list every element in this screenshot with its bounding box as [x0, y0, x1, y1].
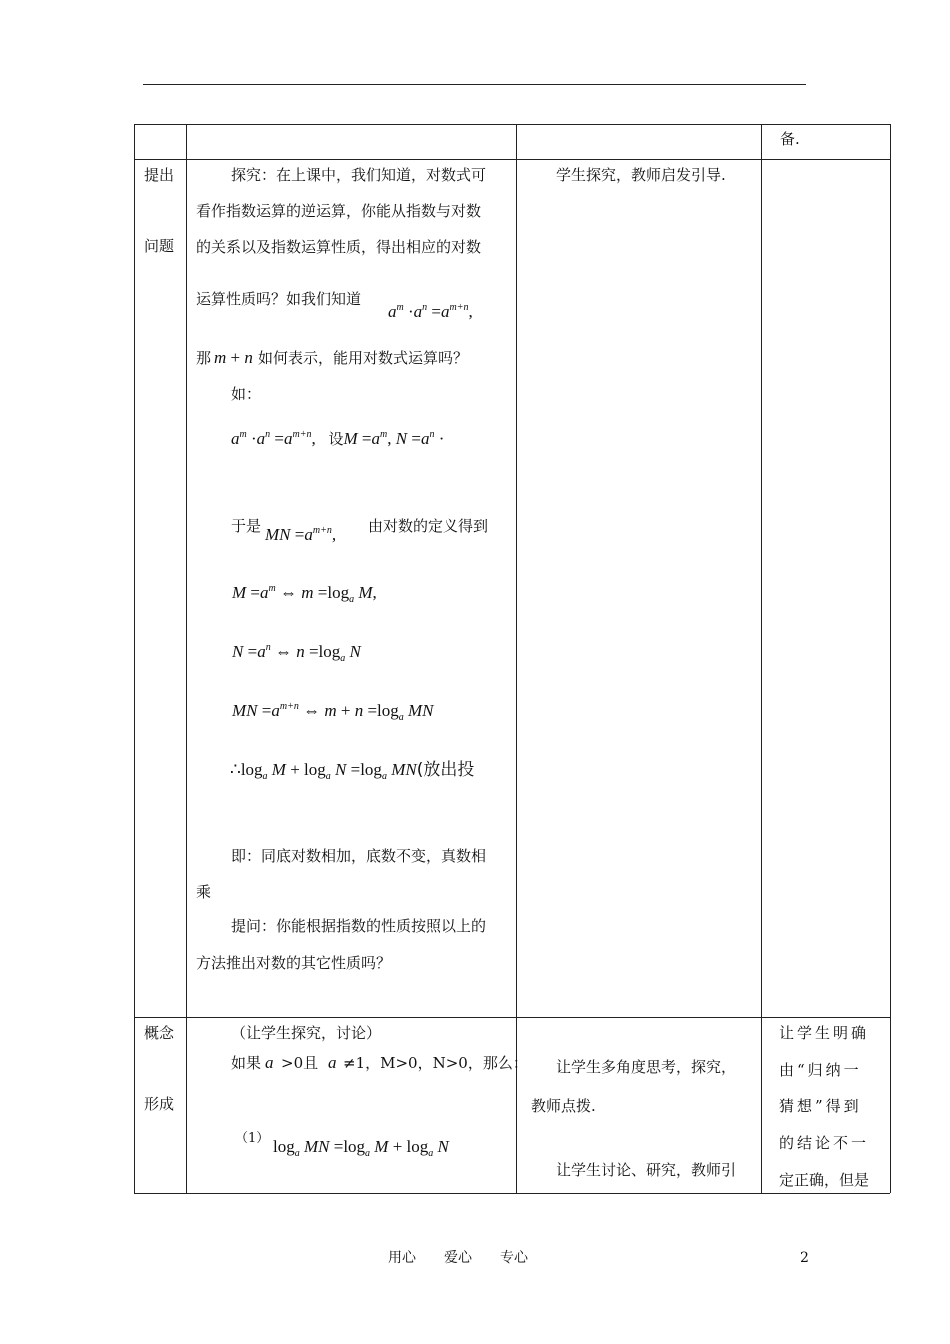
condition-part2: ≠1，M>0，N>0，那么： [343, 1054, 528, 1072]
example-label: 如： [231, 385, 262, 403]
footer-motto: 用心 爱心 专心 [388, 1250, 528, 1266]
explore-line1: 探究：在上课中，我们知道，对数式可 [231, 166, 487, 184]
projector-note: (放出投 [416, 760, 475, 780]
explore-line4: 运算性质吗？如我们知道 [196, 290, 362, 308]
conclusion-line2: 乘 [196, 883, 212, 901]
formula-log-sum: $\therefore\log_a$ $M + \log_a N =\log_a$ MN(放出投 [230, 760, 475, 781]
header-rule [143, 84, 806, 85]
row2-col3-line1: 让学生多角度思考，探究， [556, 1058, 737, 1076]
row2-col4-line5: 定正确，但是 [779, 1171, 870, 1189]
page-number: 2 [800, 1250, 809, 1266]
var-a-2: a [328, 1053, 337, 1072]
formula-n-log: $N =a^n$ ⇔ $n =\log_a$ N [232, 642, 361, 664]
explore-line3: 的关系以及指数运算性质，得出相应的对数 [196, 238, 482, 256]
condition-part1: >0且 [281, 1054, 319, 1072]
set-label: 设 [328, 430, 344, 448]
definition-text: 由对数的定义得到 [368, 517, 489, 535]
row2-col4-line2: 由“归纳一 [779, 1061, 862, 1079]
explore-line2: 看作指数运算的逆运算，你能从指数与对数 [196, 202, 482, 220]
discuss-note: （让学生探究，讨论） [231, 1024, 382, 1042]
row2-col4-line1: 让学生明确 [779, 1024, 870, 1042]
question-line2: 方法推出对数的其它性质吗？ [196, 954, 392, 972]
line5-suffix: 如何表示，能用对数式运算吗？ [258, 349, 469, 367]
row2-col3-line3: 让学生讨论、研究，教师引 [556, 1161, 737, 1179]
formula-log-product: $\log_a$ MN $=\log_a$ $M + \log_a N$ [273, 1137, 449, 1159]
row2-col4-line4: 的结论不一 [779, 1134, 870, 1152]
formula-mn-equals: MN $=a^{m+n}$, [265, 525, 337, 544]
question-line1: 提问：你能根据指数的性质按照以上的 [231, 917, 487, 935]
conclusion-line1: 即：同底对数相加，底数不变，真数相 [231, 847, 487, 865]
formula-mn-log: MN $=a^{m+n}$ ⇔ $m + n =\log_a$ MN [232, 701, 434, 723]
row1-col3-text: 学生探究，教师启发引导. [556, 166, 726, 184]
line5-prefix: 那 [196, 349, 212, 367]
var-a-1: a [265, 1053, 274, 1072]
row1-label-line2: 问题 [144, 237, 175, 255]
formula-exp-product: $a^m \cdot a^n =a^{m+n}$, [388, 302, 473, 321]
row2-col3-line2: 教师点拨. [531, 1097, 596, 1115]
formula-m-log: $M =a^m$ ⇔ $m =\log_a$ M, [232, 583, 377, 605]
item1-label: （1） [235, 1131, 270, 1146]
row1-label-line1: 提出 [144, 166, 175, 184]
row2-label-line2: 形成 [144, 1095, 175, 1113]
formula-set-mn: $a^m \cdot a^n =a^{m+n}$, 设$M =a^m$, $N =a^n$ · [231, 429, 445, 448]
formula-m-plus-n: m + n [214, 348, 253, 367]
row2-label-line1: 概念 [144, 1024, 175, 1042]
if-prefix: 如果 [231, 1054, 262, 1072]
row2-col4-line3: 猜想”得到 [779, 1097, 862, 1115]
row0-col4-text: 备. [780, 130, 800, 148]
yushi-label: 于是 [231, 517, 262, 535]
